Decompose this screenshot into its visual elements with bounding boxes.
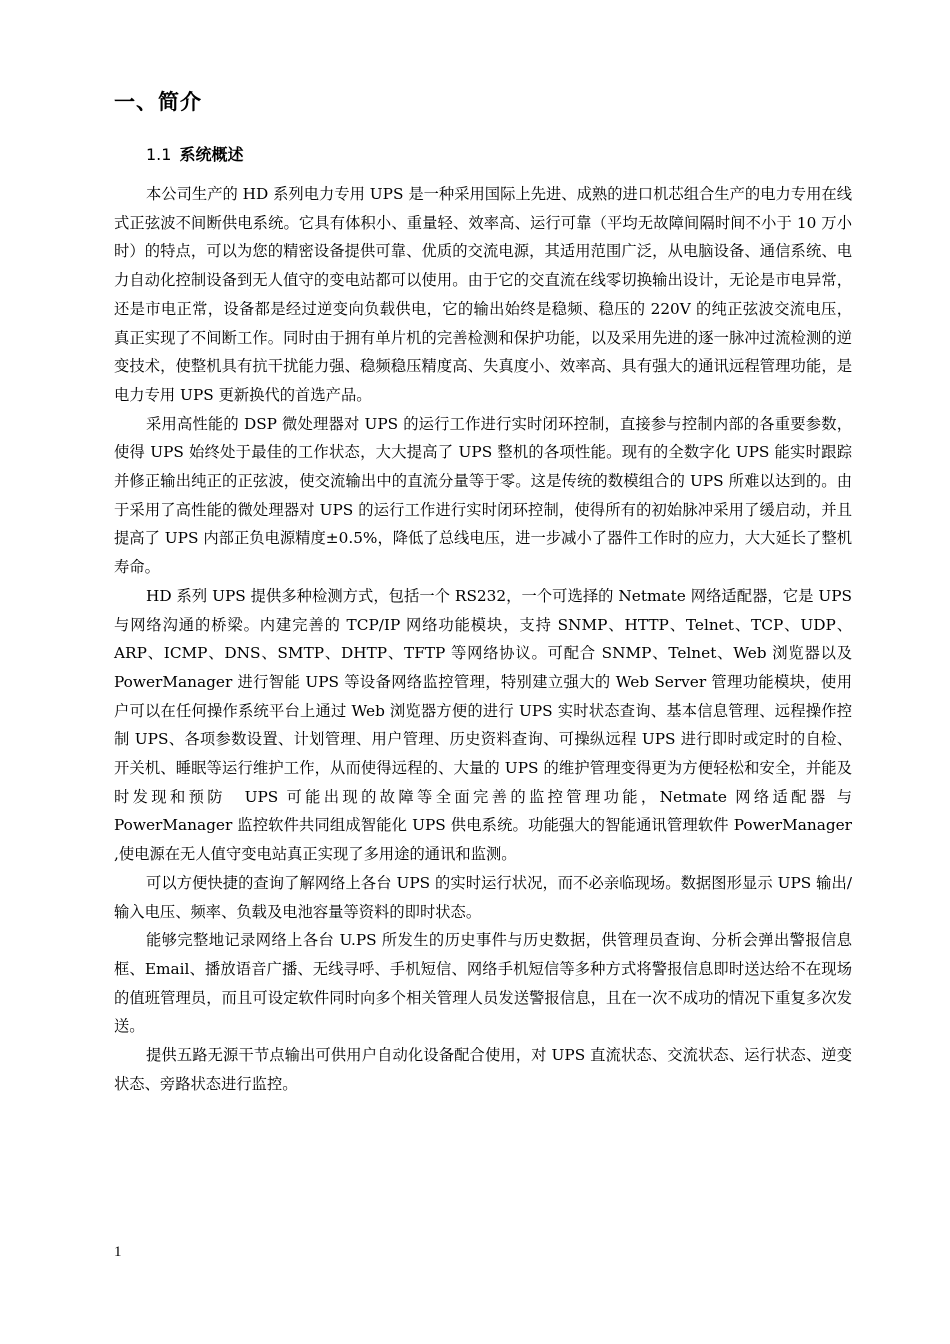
- paragraph-overview: 本公司生产的 HD 系列电力专用 UPS 是一种采用国际上先进、成熟的进口机芯组合生产的电力专用在线式正弦波不间断供电系统。它具有体积小、重量轻、效率高、运行可靠（平均无故障间隔时间不小于 10 万小时）的特点，可以为您的精密设备提供可靠、优质的交流电源，其适用范围广泛，从电脑设备、通信系统、电力自动化控制设备到无人值守的变电站都可以使用。由于它的交直流在线零切换输出设计，无论是市电异常，还是市电正常，设备都是经过逆变向负载供电，它的输出始终是稳频、稳压的 220V 的纯正弦波交流电压，真正实现了不间断工作。同时由于拥有单片机的完善检测和保护功能，以及采用先进的逐一脉冲过流检测的逆变技术，使整机具有抗干扰能力强、稳频稳压精度高、失真度小、效率高、具有强大的通讯远程管理功能，是电力专用 UPS 更新换代的首选产品。: [114, 185, 852, 404]
- subsection-heading: [146, 142, 243, 165]
- subsection-title: 系统概述: [179, 145, 244, 164]
- paragraph-dsp-control: 采用高性能的 DSP 微处理器对 UPS 的运行工作进行实时闭环控制，直接参与控制内部的各重要参数，使得 UPS 始终处于最佳的工作状态，大大提高了 UPS 整机的各项性能。现有的全数字化 UPS 能实时跟踪并修正输出纯正的正弦波，使交流输出中的直流分量等于零。这是传统的数模组合的 UPS 所难以达到的。由于采用了高性能的微处理器对 UPS 的运行工作进行实时闭环控制，使得所有的初始脉冲采用了缓启动，并且提高了 UPS 内部正负电源精度±0.5%，降低了总线电压，进一步减小了器件工作时的应力，大大延长了整机寿命。: [114, 414, 852, 577]
- body-text: [114, 180, 852, 1099]
- page-number: 1: [114, 1244, 122, 1260]
- paragraph-dry-contacts: 提供五路无源干节点输出可供用户自动化设备配合使用，对 UPS 直流状态、交流状态、运行状态、逆变状态、旁路状态进行监控。: [114, 1046, 852, 1093]
- paragraph-event-logging: 能够完整地记录网络上各台 U.PS 所发生的历史事件与历史数据，供管理员查询、分析会弹出警报信息框、Email、播放语音广播、无线寻呼、手机短信、网络手机短信等多种方式将警报信息即时送达给不在现场的值班管理员，而且可设定软件同时向多个相关管理人员发送警报信息，且在一次不成功的情况下重复多次发送。: [114, 931, 852, 1036]
- subsection-number: 1.1: [146, 145, 172, 164]
- section-title: 一、简介: [114, 90, 202, 114]
- paragraph-network-monitoring: HD 系列 UPS 提供多种检测方式，包括一个 RS232，一个可选择的 Netmate 网络适配器，它是 UPS 与网络沟通的桥梁。内建完善的 TCP/IP 网络功能模块，支持 SNMP、HTTP、Telnet、TCP、UDP、ARP、ICMP、DNS、SMTP、DHTP、TFTP 等网络协议。可配合 SNMP、Telnet、Web 浏览器以及 PowerManager 进行智能 UPS 等设备网络监控管理，特别建立强大的 Web Server 管理功能模块，使用户可以在任何操作系统平台上通过 Web 浏览器方便的进行 UPS 实时状态查询、基本信息管理、远程操作控制 UPS、各项参数设置、计划管理、用户管理、历史资料查询、可操纵远程 UPS 进行即时或定时的自检、开关机、睡眠等运行维护工作，从而使得远程的、大量的 UPS 的维护管理变得更为方便轻松和安全，并能及时发现和预防 UPS 可能出现的故障等全面完善的监控管理功能，Netmate 网络适配器 与 PowerManager 监控软件共同组成智能化 UPS 供电系统。功能强大的智能通讯管理软件 PowerManager ,使电源在无人值守变电站真正实现了多用途的通讯和监测。: [114, 586, 852, 864]
- paragraph-realtime-status: 可以方便快捷的查询了解网络上各台 UPS 的实时运行状况，而不必亲临现场。数据图形显示 UPS 输出/输入电压、频率、负载及电池容量等资料的即时状态。: [114, 873, 852, 921]
